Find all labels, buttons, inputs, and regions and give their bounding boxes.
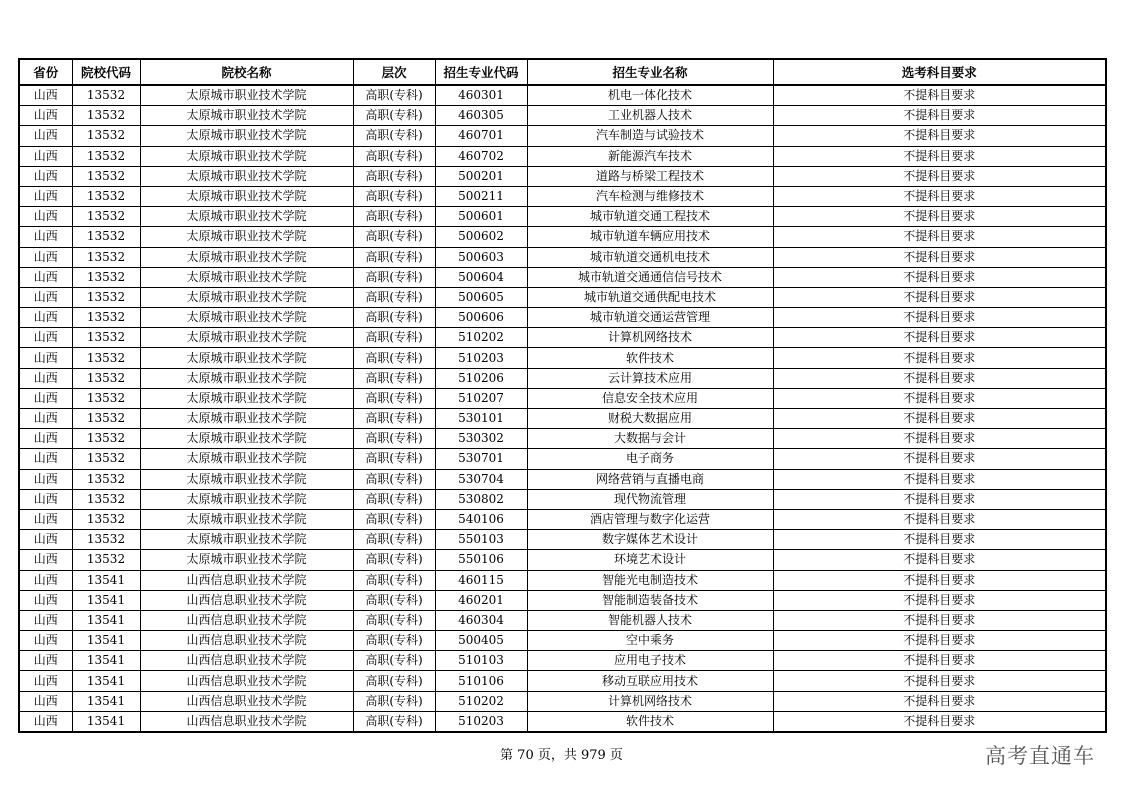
- province-cell: 山西: [19, 489, 72, 509]
- major-code-cell: 500201: [435, 166, 527, 186]
- province-cell: 山西: [19, 711, 72, 732]
- major-code-cell: 510207: [435, 388, 527, 408]
- level-cell: 高职(专科): [353, 247, 435, 267]
- school-code-cell: 13532: [72, 550, 140, 570]
- school-name-cell: 太原城市职业技术学院: [140, 449, 353, 469]
- school-name-cell: 山西信息职业技术学院: [140, 590, 353, 610]
- header-subject-requirement: 选考科目要求: [773, 59, 1106, 85]
- province-cell: 山西: [19, 106, 72, 126]
- province-cell: 山西: [19, 691, 72, 711]
- school-code-cell: 13532: [72, 328, 140, 348]
- province-cell: 山西: [19, 227, 72, 247]
- subject-requirement-cell: 不提科目要求: [773, 409, 1106, 429]
- major-name-cell: 计算机网络技术: [527, 328, 773, 348]
- major-code-cell: 540106: [435, 509, 527, 529]
- province-cell: 山西: [19, 85, 72, 106]
- school-name-cell: 山西信息职业技术学院: [140, 570, 353, 590]
- school-name-cell: 太原城市职业技术学院: [140, 530, 353, 550]
- major-code-cell: 530802: [435, 489, 527, 509]
- school-name-cell: 太原城市职业技术学院: [140, 287, 353, 307]
- level-cell: 高职(专科): [353, 711, 435, 732]
- level-cell: 高职(专科): [353, 126, 435, 146]
- school-code-cell: 13532: [72, 348, 140, 368]
- major-name-cell: 城市轨道交通通信信号技术: [527, 267, 773, 287]
- school-name-cell: 山西信息职业技术学院: [140, 671, 353, 691]
- level-cell: 高职(专科): [353, 146, 435, 166]
- major-name-cell: 新能源汽车技术: [527, 146, 773, 166]
- table-row: [19, 711, 1106, 732]
- school-name-cell: 太原城市职业技术学院: [140, 550, 353, 570]
- level-cell: 高职(专科): [353, 267, 435, 287]
- level-cell: 高职(专科): [353, 328, 435, 348]
- header-school-code: 院校代码: [72, 59, 140, 85]
- subject-requirement-cell: 不提科目要求: [773, 610, 1106, 630]
- major-code-cell: 550103: [435, 530, 527, 550]
- subject-requirement-cell: 不提科目要求: [773, 166, 1106, 186]
- level-cell: 高职(专科): [353, 631, 435, 651]
- table-header-row: [19, 59, 1106, 85]
- table-row: [19, 267, 1106, 287]
- subject-requirement-cell: 不提科目要求: [773, 489, 1106, 509]
- major-code-cell: 460305: [435, 106, 527, 126]
- subject-requirement-cell: 不提科目要求: [773, 469, 1106, 489]
- subject-requirement-cell: 不提科目要求: [773, 651, 1106, 671]
- table-row: [19, 126, 1106, 146]
- table-row: [19, 691, 1106, 711]
- major-code-cell: 500405: [435, 631, 527, 651]
- school-code-cell: 13532: [72, 429, 140, 449]
- major-name-cell: 软件技术: [527, 348, 773, 368]
- header-major-name: 招生专业名称: [527, 59, 773, 85]
- major-name-cell: 数字媒体艺术设计: [527, 530, 773, 550]
- subject-requirement-cell: 不提科目要求: [773, 186, 1106, 206]
- province-cell: 山西: [19, 166, 72, 186]
- province-cell: 山西: [19, 146, 72, 166]
- major-name-cell: 网络营销与直播电商: [527, 469, 773, 489]
- major-code-cell: 510202: [435, 328, 527, 348]
- school-code-cell: 13532: [72, 126, 140, 146]
- table-row: [19, 530, 1106, 550]
- subject-requirement-cell: 不提科目要求: [773, 207, 1106, 227]
- school-name-cell: 太原城市职业技术学院: [140, 388, 353, 408]
- major-code-cell: 500604: [435, 267, 527, 287]
- major-name-cell: 云计算技术应用: [527, 368, 773, 388]
- major-code-cell: 550106: [435, 550, 527, 570]
- table-row: [19, 166, 1106, 186]
- subject-requirement-cell: 不提科目要求: [773, 328, 1106, 348]
- school-name-cell: 太原城市职业技术学院: [140, 247, 353, 267]
- level-cell: 高职(专科): [353, 166, 435, 186]
- school-name-cell: 太原城市职业技术学院: [140, 126, 353, 146]
- subject-requirement-cell: 不提科目要求: [773, 590, 1106, 610]
- level-cell: 高职(专科): [353, 409, 435, 429]
- school-code-cell: 13532: [72, 308, 140, 328]
- school-code-cell: 13532: [72, 267, 140, 287]
- school-name-cell: 太原城市职业技术学院: [140, 207, 353, 227]
- table-row: [19, 368, 1106, 388]
- subject-requirement-cell: 不提科目要求: [773, 368, 1106, 388]
- table-row: [19, 308, 1106, 328]
- school-name-cell: 太原城市职业技术学院: [140, 106, 353, 126]
- school-name-cell: 山西信息职业技术学院: [140, 631, 353, 651]
- table-row: [19, 85, 1106, 106]
- school-code-cell: 13532: [72, 509, 140, 529]
- subject-requirement-cell: 不提科目要求: [773, 247, 1106, 267]
- school-code-cell: 13532: [72, 166, 140, 186]
- header-level: 层次: [353, 59, 435, 85]
- table-row: [19, 469, 1106, 489]
- school-code-cell: 13532: [72, 388, 140, 408]
- major-name-cell: 道路与桥梁工程技术: [527, 166, 773, 186]
- major-code-cell: 500602: [435, 227, 527, 247]
- table-body: [19, 85, 1106, 732]
- major-code-cell: 500601: [435, 207, 527, 227]
- subject-requirement-cell: 不提科目要求: [773, 711, 1106, 732]
- major-code-cell: 510203: [435, 711, 527, 732]
- level-cell: 高职(专科): [353, 106, 435, 126]
- table-row: [19, 429, 1106, 449]
- level-cell: 高职(专科): [353, 530, 435, 550]
- major-name-cell: 计算机网络技术: [527, 691, 773, 711]
- subject-requirement-cell: 不提科目要求: [773, 550, 1106, 570]
- major-code-cell: 530302: [435, 429, 527, 449]
- school-code-cell: 13532: [72, 227, 140, 247]
- school-name-cell: 太原城市职业技术学院: [140, 409, 353, 429]
- level-cell: 高职(专科): [353, 388, 435, 408]
- subject-requirement-cell: 不提科目要求: [773, 449, 1106, 469]
- level-cell: 高职(专科): [353, 368, 435, 388]
- admissions-table: [18, 58, 1107, 733]
- major-name-cell: 财税大数据应用: [527, 409, 773, 429]
- major-name-cell: 汽车检测与维修技术: [527, 186, 773, 206]
- table-row: [19, 651, 1106, 671]
- table-row: [19, 348, 1106, 368]
- level-cell: 高职(专科): [353, 469, 435, 489]
- subject-requirement-cell: 不提科目要求: [773, 308, 1106, 328]
- province-cell: 山西: [19, 469, 72, 489]
- school-name-cell: 山西信息职业技术学院: [140, 610, 353, 630]
- major-name-cell: 智能光电制造技术: [527, 570, 773, 590]
- school-name-cell: 太原城市职业技术学院: [140, 308, 353, 328]
- major-name-cell: 城市轨道交通机电技术: [527, 247, 773, 267]
- major-code-cell: 460115: [435, 570, 527, 590]
- major-name-cell: 智能制造装备技术: [527, 590, 773, 610]
- school-name-cell: 太原城市职业技术学院: [140, 368, 353, 388]
- school-name-cell: 山西信息职业技术学院: [140, 691, 353, 711]
- header-major-code: 招生专业代码: [435, 59, 527, 85]
- major-code-cell: 530101: [435, 409, 527, 429]
- province-cell: 山西: [19, 671, 72, 691]
- school-code-cell: 13541: [72, 711, 140, 732]
- level-cell: 高职(专科): [353, 671, 435, 691]
- school-code-cell: 13532: [72, 207, 140, 227]
- table-row: [19, 146, 1106, 166]
- school-code-cell: 13532: [72, 469, 140, 489]
- header-school-name: 院校名称: [140, 59, 353, 85]
- major-code-cell: 460201: [435, 590, 527, 610]
- level-cell: 高职(专科): [353, 227, 435, 247]
- school-code-cell: 13541: [72, 631, 140, 651]
- subject-requirement-cell: 不提科目要求: [773, 287, 1106, 307]
- school-code-cell: 13541: [72, 671, 140, 691]
- table-row: [19, 489, 1106, 509]
- table-row: [19, 610, 1106, 630]
- page-number: 第 70 页，共 979 页: [500, 748, 623, 763]
- province-cell: 山西: [19, 570, 72, 590]
- province-cell: 山西: [19, 207, 72, 227]
- school-name-cell: 太原城市职业技术学院: [140, 186, 353, 206]
- level-cell: 高职(专科): [353, 489, 435, 509]
- school-name-cell: 山西信息职业技术学院: [140, 651, 353, 671]
- major-name-cell: 酒店管理与数字化运营: [527, 509, 773, 529]
- province-cell: 山西: [19, 449, 72, 469]
- major-name-cell: 现代物流管理: [527, 489, 773, 509]
- table-row: [19, 106, 1106, 126]
- subject-requirement-cell: 不提科目要求: [773, 570, 1106, 590]
- major-name-cell: 智能机器人技术: [527, 610, 773, 630]
- province-cell: 山西: [19, 509, 72, 529]
- school-code-cell: 13541: [72, 651, 140, 671]
- table-row: [19, 247, 1106, 267]
- subject-requirement-cell: 不提科目要求: [773, 429, 1106, 449]
- major-name-cell: 电子商务: [527, 449, 773, 469]
- province-cell: 山西: [19, 530, 72, 550]
- school-code-cell: 13532: [72, 247, 140, 267]
- table-row: [19, 409, 1106, 429]
- table-row: [19, 328, 1106, 348]
- table-row: [19, 227, 1106, 247]
- level-cell: 高职(专科): [353, 429, 435, 449]
- province-cell: 山西: [19, 126, 72, 146]
- province-cell: 山西: [19, 651, 72, 671]
- subject-requirement-cell: 不提科目要求: [773, 631, 1106, 651]
- level-cell: 高职(专科): [353, 308, 435, 328]
- major-name-cell: 应用电子技术: [527, 651, 773, 671]
- province-cell: 山西: [19, 308, 72, 328]
- major-code-cell: 510103: [435, 651, 527, 671]
- major-name-cell: 汽车制造与试验技术: [527, 126, 773, 146]
- school-name-cell: 太原城市职业技术学院: [140, 227, 353, 247]
- school-name-cell: 太原城市职业技术学院: [140, 166, 353, 186]
- major-code-cell: 460301: [435, 85, 527, 106]
- major-name-cell: 大数据与会计: [527, 429, 773, 449]
- admissions-table-container: [18, 58, 1105, 733]
- major-code-cell: 510202: [435, 691, 527, 711]
- school-code-cell: 13532: [72, 530, 140, 550]
- province-cell: 山西: [19, 429, 72, 449]
- province-cell: 山西: [19, 590, 72, 610]
- province-cell: 山西: [19, 388, 72, 408]
- school-name-cell: 太原城市职业技术学院: [140, 469, 353, 489]
- school-code-cell: 13541: [72, 691, 140, 711]
- level-cell: 高职(专科): [353, 85, 435, 106]
- table-row: [19, 590, 1106, 610]
- subject-requirement-cell: 不提科目要求: [773, 126, 1106, 146]
- major-name-cell: 软件技术: [527, 711, 773, 732]
- subject-requirement-cell: 不提科目要求: [773, 267, 1106, 287]
- major-name-cell: 城市轨道交通运营管理: [527, 308, 773, 328]
- subject-requirement-cell: 不提科目要求: [773, 106, 1106, 126]
- school-name-cell: 太原城市职业技术学院: [140, 348, 353, 368]
- table-row: [19, 671, 1106, 691]
- subject-requirement-cell: 不提科目要求: [773, 85, 1106, 106]
- province-cell: 山西: [19, 409, 72, 429]
- watermark-logo-text: 高考直通车: [985, 744, 1095, 768]
- major-name-cell: 环境艺术设计: [527, 550, 773, 570]
- major-code-cell: 460701: [435, 126, 527, 146]
- province-cell: 山西: [19, 348, 72, 368]
- table-row: [19, 207, 1106, 227]
- level-cell: 高职(专科): [353, 449, 435, 469]
- school-code-cell: 13532: [72, 85, 140, 106]
- school-code-cell: 13532: [72, 489, 140, 509]
- major-code-cell: 500211: [435, 186, 527, 206]
- major-code-cell: 500606: [435, 308, 527, 328]
- province-cell: 山西: [19, 550, 72, 570]
- table-row: [19, 570, 1106, 590]
- major-name-cell: 机电一体化技术: [527, 85, 773, 106]
- school-code-cell: 13541: [72, 610, 140, 630]
- major-code-cell: 460304: [435, 610, 527, 630]
- province-cell: 山西: [19, 287, 72, 307]
- school-name-cell: 太原城市职业技术学院: [140, 146, 353, 166]
- school-name-cell: 太原城市职业技术学院: [140, 85, 353, 106]
- level-cell: 高职(专科): [353, 186, 435, 206]
- school-name-cell: 太原城市职业技术学院: [140, 267, 353, 287]
- school-code-cell: 13532: [72, 146, 140, 166]
- major-code-cell: 500605: [435, 287, 527, 307]
- province-cell: 山西: [19, 368, 72, 388]
- level-cell: 高职(专科): [353, 610, 435, 630]
- school-code-cell: 13532: [72, 449, 140, 469]
- level-cell: 高职(专科): [353, 509, 435, 529]
- level-cell: 高职(专科): [353, 691, 435, 711]
- level-cell: 高职(专科): [353, 287, 435, 307]
- school-code-cell: 13532: [72, 409, 140, 429]
- subject-requirement-cell: 不提科目要求: [773, 227, 1106, 247]
- subject-requirement-cell: 不提科目要求: [773, 388, 1106, 408]
- table-row: [19, 550, 1106, 570]
- major-code-cell: 510106: [435, 671, 527, 691]
- subject-requirement-cell: 不提科目要求: [773, 530, 1106, 550]
- province-cell: 山西: [19, 610, 72, 630]
- school-code-cell: 13541: [72, 570, 140, 590]
- school-code-cell: 13532: [72, 368, 140, 388]
- major-name-cell: 工业机器人技术: [527, 106, 773, 126]
- province-cell: 山西: [19, 267, 72, 287]
- major-name-cell: 空中乘务: [527, 631, 773, 651]
- subject-requirement-cell: 不提科目要求: [773, 146, 1106, 166]
- major-code-cell: 510206: [435, 368, 527, 388]
- major-code-cell: 530701: [435, 449, 527, 469]
- major-code-cell: 510203: [435, 348, 527, 368]
- major-name-cell: 信息安全技术应用: [527, 388, 773, 408]
- school-name-cell: 太原城市职业技术学院: [140, 328, 353, 348]
- table-row: [19, 287, 1106, 307]
- major-name-cell: 城市轨道交通供配电技术: [527, 287, 773, 307]
- school-code-cell: 13541: [72, 590, 140, 610]
- school-name-cell: 太原城市职业技术学院: [140, 429, 353, 449]
- school-code-cell: 13532: [72, 186, 140, 206]
- table-row: [19, 631, 1106, 651]
- table-row: [19, 449, 1106, 469]
- header-province: 省份: [19, 59, 72, 85]
- table-row: [19, 186, 1106, 206]
- table-row: [19, 509, 1106, 529]
- major-name-cell: 移动互联应用技术: [527, 671, 773, 691]
- level-cell: 高职(专科): [353, 590, 435, 610]
- subject-requirement-cell: 不提科目要求: [773, 348, 1106, 368]
- school-code-cell: 13532: [72, 287, 140, 307]
- school-name-cell: 山西信息职业技术学院: [140, 711, 353, 732]
- major-code-cell: 530704: [435, 469, 527, 489]
- level-cell: 高职(专科): [353, 348, 435, 368]
- level-cell: 高职(专科): [353, 570, 435, 590]
- province-cell: 山西: [19, 247, 72, 267]
- table-row: [19, 388, 1106, 408]
- school-name-cell: 太原城市职业技术学院: [140, 509, 353, 529]
- subject-requirement-cell: 不提科目要求: [773, 691, 1106, 711]
- level-cell: 高职(专科): [353, 207, 435, 227]
- province-cell: 山西: [19, 631, 72, 651]
- major-name-cell: 城市轨道车辆应用技术: [527, 227, 773, 247]
- subject-requirement-cell: 不提科目要求: [773, 509, 1106, 529]
- province-cell: 山西: [19, 328, 72, 348]
- province-cell: 山西: [19, 186, 72, 206]
- major-code-cell: 500603: [435, 247, 527, 267]
- major-code-cell: 460702: [435, 146, 527, 166]
- major-name-cell: 城市轨道交通工程技术: [527, 207, 773, 227]
- level-cell: 高职(专科): [353, 651, 435, 671]
- school-code-cell: 13532: [72, 106, 140, 126]
- school-name-cell: 太原城市职业技术学院: [140, 489, 353, 509]
- level-cell: 高职(专科): [353, 550, 435, 570]
- subject-requirement-cell: 不提科目要求: [773, 671, 1106, 691]
